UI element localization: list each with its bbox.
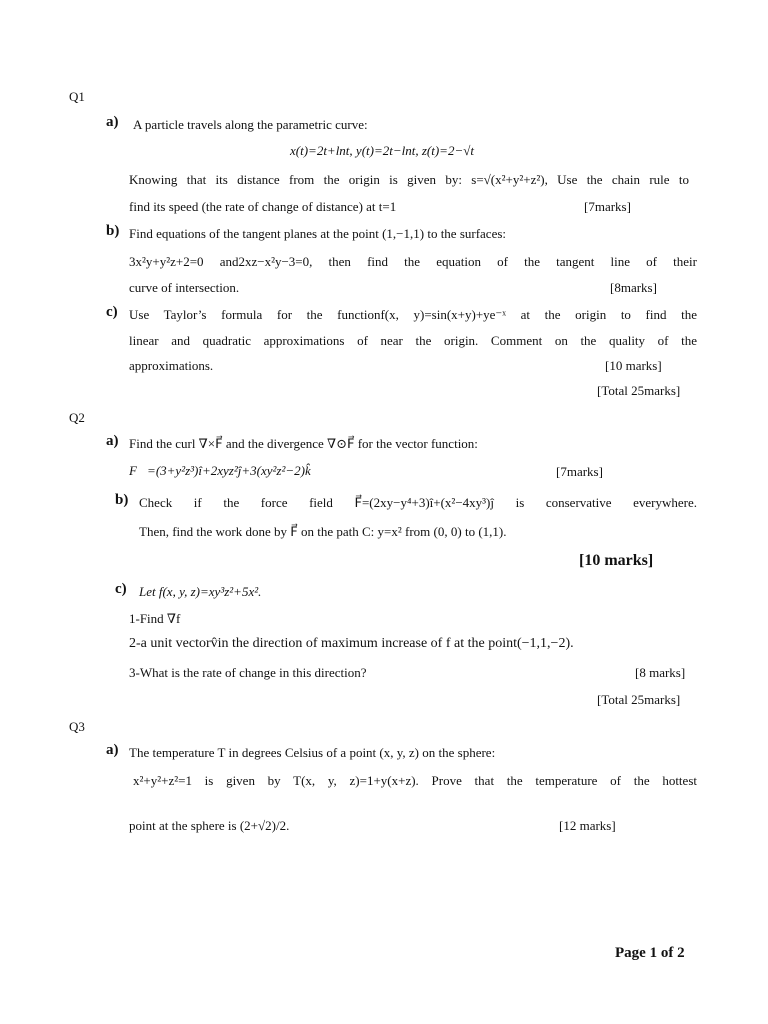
q2-b-label: b)	[115, 492, 129, 508]
q2-b-line2: Then, find the work done by F⃗ on the path C: y=x² from (0, 0) to (1,1).	[139, 524, 507, 539]
q1-c-line1: Use Taylor’s formula for the functionf(x, y)=sin(x+y)+ye⁻ˣ at the origin to find the	[129, 307, 697, 322]
q2-b-line1: Check if the force field F⃗=(2xy−y⁴+3)î+(x²−4xy³)ĵ is conservative everywhere.	[139, 495, 697, 510]
q3-heading: Q3	[69, 719, 85, 734]
q1-b-label: b)	[106, 223, 120, 239]
q2-c-line1: Let f(x, y, z)=xy³z²+5x².	[139, 584, 262, 599]
q1-c-line2: linear and quadratic approximations of near the origin. Comment on the quality of the	[129, 333, 697, 348]
q2-b-marks: [10 marks]	[579, 552, 654, 569]
q1-a-line2: Knowing that its distance from the origin is given by: s=√(x²+y²+z²), Use the chain rule to	[129, 172, 689, 187]
q2-c-marks: [8 marks]	[635, 665, 686, 680]
q1-c-line3: approximations.	[129, 358, 214, 373]
q1-b-line1: Find equations of the tangent planes at the point (1,−1,1) to the surfaces:	[129, 226, 507, 241]
q3-a-line2: x²+y²+z²=1 is given by T(x, y, z)=1+y(x+z). Prove that the temperature of the hottest	[133, 773, 697, 788]
q2-c-line2: 1-Find ∇f	[129, 611, 181, 626]
q1-c-marks: [10 marks]	[605, 358, 662, 373]
q2-a-equation: F⃗=(3+y²z³)î+2xyz²ĵ+3(xy²z²−2)k̂	[129, 463, 311, 478]
q3-a-label: a)	[106, 742, 119, 758]
q2-c-label: c)	[115, 581, 127, 597]
q2-heading: Q2	[69, 410, 85, 425]
q2-total: [Total 25marks]	[597, 692, 681, 707]
q3-a-line3: point at the sphere is (2+√2)/2.	[129, 818, 290, 833]
page-number: Page 1 of 2	[615, 945, 685, 961]
q1-a-line1: A particle travels along the parametric curve:	[133, 117, 368, 132]
q1-a-equation: x(t)=2t+lnt, y(t)=2t−lnt, z(t)=2−√t	[290, 143, 474, 158]
q1-heading: Q1	[69, 89, 85, 104]
q1-a-label: a)	[106, 114, 119, 130]
q2-a-line1: Find the curl ∇×F⃗ and the divergence ∇⊙F⃗ for the vector function:	[129, 436, 478, 451]
q1-a-marks: [7marks]	[584, 199, 631, 214]
q2-a-label: a)	[106, 433, 119, 449]
q1-b-line3: curve of intersection.	[129, 280, 240, 295]
q1-total: [Total 25marks]	[597, 383, 681, 398]
q2-c-line4: 3-What is the rate of change in this direction?	[129, 665, 367, 680]
q1-a-line3: find its speed (the rate of change of distance) at t=1	[129, 199, 397, 214]
q1-b-line2: 3x²y+y²z+2=0 and2xz−x²y−3=0, then find the equation of the tangent line of their	[129, 254, 697, 269]
q3-a-marks: [12 marks]	[559, 818, 616, 833]
q3-a-line1: The temperature T in degrees Celsius of a point (x, y, z) on the sphere:	[129, 745, 496, 760]
q2-a-marks: [7marks]	[556, 464, 603, 479]
q1-b-marks: [8marks]	[610, 280, 657, 295]
q1-c-label: c)	[106, 304, 118, 320]
q2-c-line3: 2-a unit vectorv̂in the direction of maximum increase of f at the point(−1,1,−2).	[129, 636, 574, 651]
